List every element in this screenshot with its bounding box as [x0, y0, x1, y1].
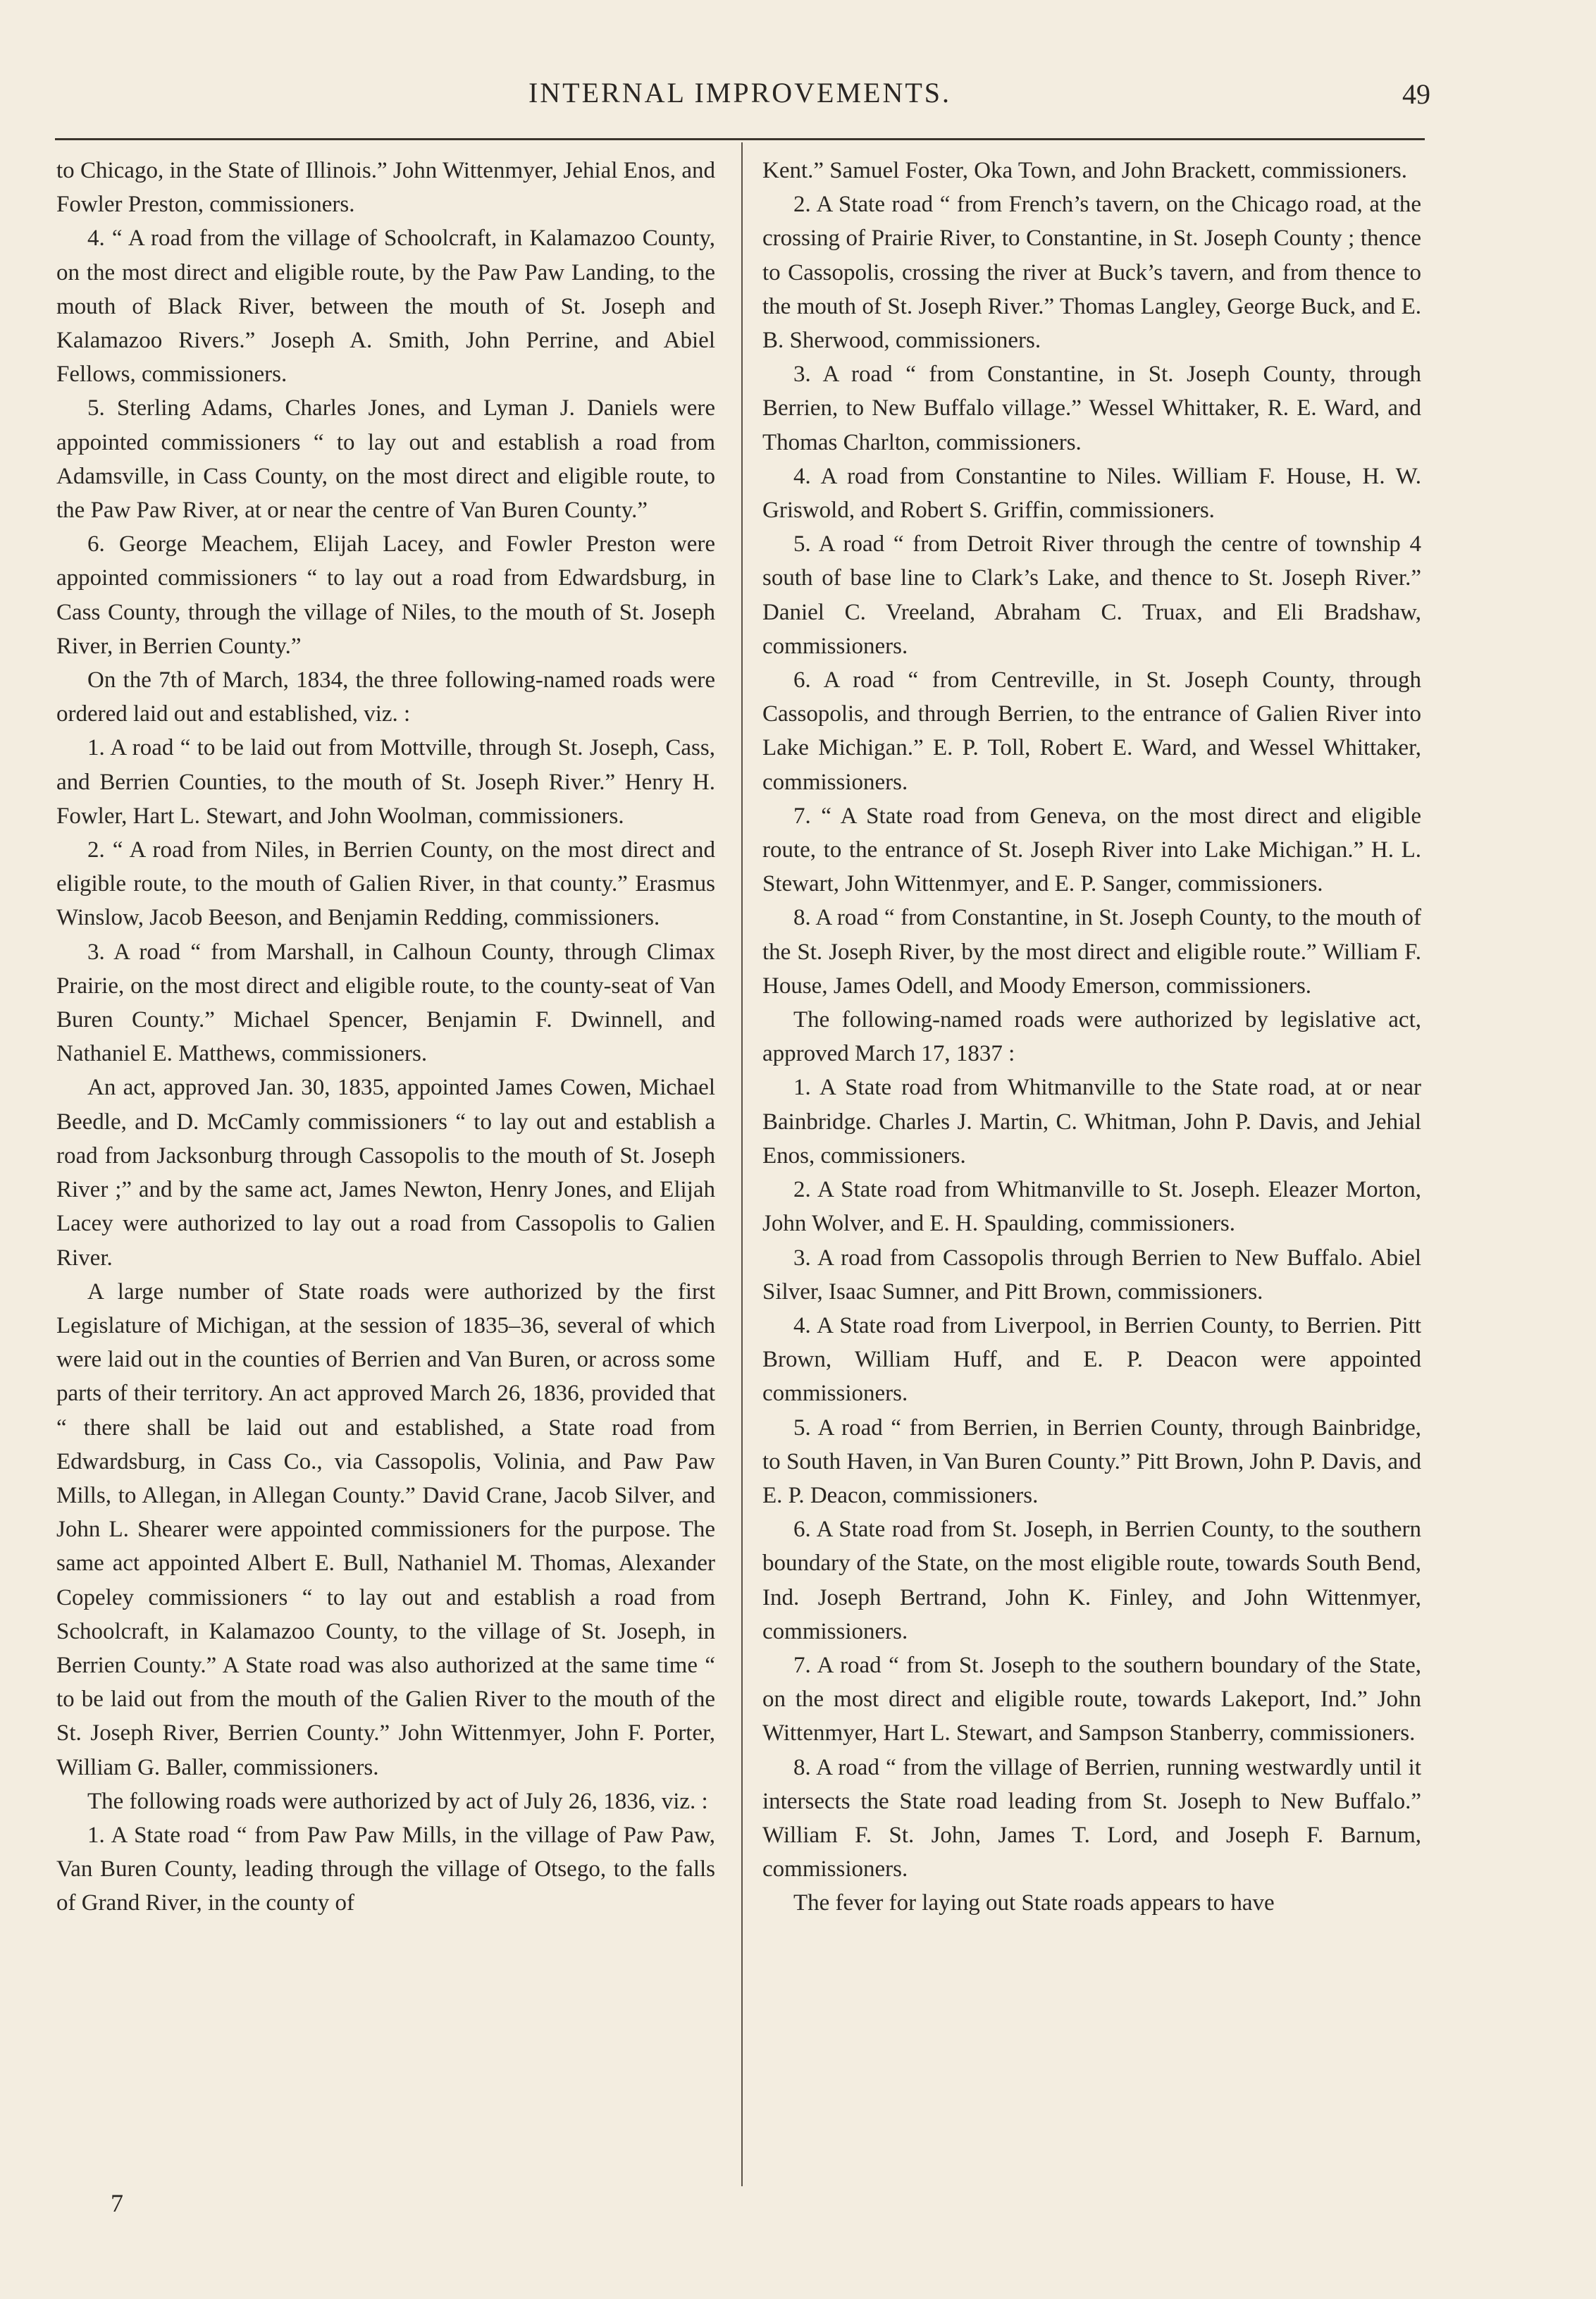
signature-mark: 7 [111, 2189, 123, 2217]
paragraph: 2. A State road “ from French’s tavern, on the Chicago road, at the crossing of Prairie River, to Constantine, in St. Joseph County ; thence to Cassopolis, crossing the river at Buck’s tavern, and from thence to the mouth of St. Joseph River.” Thomas Langley, George Buck, and E. B. Sherwood, commissioners. [762, 192, 1421, 354]
header-rule [55, 138, 1425, 140]
paragraph: 1. A State road from Whitmanville to the State road, at or near Bainbridge. Charles J. Martin, C. Whitman, John P. Davis, and Jehial Enos, commissioners. [762, 1075, 1421, 1169]
paragraph: 6. George Meachem, Elijah Lacey, and Fowler Preston were appointed commissioners “ to lay out a road from Edwardsburg, in Cass County, through the village of Niles, to the mouth of St. Joseph River, in Berrien County.” [56, 531, 715, 659]
paragraph: A large number of State roads were authorized by the first Legislature of Michigan, at the session of 1835–36, several of which were laid out in the counties of Berrien and Van Buren, or across some parts of their territory. An act approved March 26, 1836, provided that “ there shall be laid out and established, a State road from Edwardsburg, in Cass Co., via Cassopolis, Volinia, and Paw Paw Mills, to Allegan, in Allegan County.” David Crane, Jacob Silver, and John L. Shearer were appointed commissioners for the purpose. The same act appointed Albert E. Bull, Nathaniel M. Thomas, Alexander Copeley commissioners “ to lay out and establish a road from Schoolcraft, in Kalamazoo County, to the village of St. Joseph, in Berrien County.” A State road was also authorized at the same time “ to be laid out from the mouth of the Galien River to the mouth of the St. Joseph River, Berrien County.” John Wittenmyer, John F. Porter, William G. Baller, commissioners. [56, 1278, 715, 1780]
paragraph: 4. A State road from Liverpool, in Berrien County, to Berrien. Pitt Brown, William Huff, and E. P. Deacon were appointed commissioners. [762, 1312, 1421, 1407]
paragraph: 2. A State road from Whitmanville to St. Joseph. Eleazer Morton, John Wolver, and E. H. Spaulding, commissioners. [762, 1177, 1421, 1237]
page-number: 49 [1402, 78, 1430, 110]
paragraph: 2. “ A road from Niles, in Berrien County, on the most direct and eligible route, to the mouth of Galien River, in that county.” Erasmus Winslow, Jacob Beeson, and Benjamin Redding, commissioners. [56, 837, 715, 931]
paragraph: 3. A road “ from Constantine, in St. Joseph County, through Berrien, to New Buffalo village.” Wessel Whittaker, R. E. Ward, and Thomas Charlton, commissioners. [762, 362, 1421, 455]
paragraph: The fever for laying out State roads appears to have [793, 1890, 1275, 1916]
paragraph: 1. A State road “ from Paw Paw Mills, in the village of Paw Paw, Van Buren County, leading through the village of Otsego, to the falls of Grand River, in the county of [56, 1822, 715, 1916]
paragraph: 5. Sterling Adams, Charles Jones, and Lyman J. Daniels were appointed commissioners “ to lay out and establish a road from Adamsville, in Cass County, on the most direct and eligible route, to the Paw Paw River, at or near the centre of Van Buren County.” [56, 395, 715, 524]
column-divider [741, 142, 743, 2186]
paragraph: 5. A road “ from Detroit River through the centre of township 4 south of base line to Clark’s Lake, and thence to St. Joseph River.” Daniel C. Vreeland, Abraham C. Truax, and Eli Bradshaw, commissioners. [762, 531, 1421, 659]
left-column [56, 154, 715, 1921]
paragraph: 6. A road “ from Centreville, in St. Joseph County, through Cassopolis, and through Berrien, to the entrance of Galien River into Lake Michigan.” E. P. Toll, Robert E. Ward, and Wessel Whittaker, commissioners. [762, 667, 1421, 795]
paragraph: The following-named roads were authorized by legislative act, approved March 17, 1837 : [762, 1007, 1421, 1067]
running-title: INTERNAL IMPROVEMENTS. [528, 77, 952, 109]
right-column [762, 154, 1421, 1921]
paragraph: 6. A State road from St. Joseph, in Berrien County, to the southern boundary of the State, on the most eligible route, towards South Bend, Ind. Joseph Bertrand, John K. Finley, and John Wittenmyer, commissioners. [762, 1517, 1421, 1644]
paragraph: 7. A road “ from St. Joseph to the southern boundary of the State, on the most direct and eligible route, towards Lakeport, Ind.” John Wittenmyer, Hart L. Stewart, and Sampson Stanberry, commissioners. [762, 1652, 1421, 1746]
paragraph: 7. “ A State road from Geneva, on the most direct and eligible route, to the entrance of St. Joseph River into Lake Michigan.” H. L. Stewart, John Wittenmyer, and E. P. Sanger, commissioners. [762, 803, 1421, 897]
paragraph: to Chicago, in the State of Illinois.” John Wittenmyer, Jehial Enos, and Fowler Preston, commissioners. [56, 158, 715, 218]
paragraph: 3. A road from Cassopolis through Berrien to New Buffalo. Abiel Silver, Isaac Sumner, and Pitt Brown, commissioners. [762, 1245, 1421, 1305]
paragraph: 4. A road from Constantine to Niles. William F. House, H. W. Griswold, and Robert S. Griffin, commissioners. [762, 463, 1421, 524]
paragraph: 8. A road “ from Constantine, in St. Joseph County, to the mouth of the St. Joseph River, by the most direct and eligible route.” William F. House, James Odell, and Moody Emerson, commissioners. [762, 905, 1421, 999]
paragraph: 5. A road “ from Berrien, in Berrien County, through Bainbridge, to South Haven, in Van Buren County.” Pitt Brown, John P. Davis, and E. P. Deacon, commissioners. [762, 1414, 1421, 1508]
paragraph: 8. A road “ from the village of Berrien, running westwardly until it intersects the State road leading from St. Joseph to New Buffalo.” William F. St. John, James T. Lord, and Joseph F. Barnum, commissioners. [762, 1754, 1421, 1882]
paragraph: The following roads were authorized by act of July 26, 1836, viz. : [87, 1788, 708, 1814]
paragraph: An act, approved Jan. 30, 1835, appointed James Cowen, Michael Beedle, and D. McCamly commissioners “ to lay out and establish a road from Jacksonburg through Cassopolis to the mouth of St. Joseph River ;” and by the same act, James Newton, Henry Jones, and Elijah Lacey were authorized to lay out a road from Cassopolis to Galien River. [56, 1075, 715, 1271]
paragraph: Kent.” Samuel Foster, Oka Town, and John Brackett, commissioners. [762, 158, 1408, 183]
paragraph: 3. A road “ from Marshall, in Calhoun County, through Climax Prairie, on the most direct and eligible route, to the county-seat of Van Buren County.” Michael Spencer, Benjamin F. Dwinnell, and Nathaniel E. Matthews, commissioners. [56, 939, 715, 1067]
paragraph: On the 7th of March, 1834, the three following-named roads were ordered laid out and established, viz. : [56, 667, 715, 727]
page-header [56, 76, 1430, 121]
paragraph: 4. “ A road from the village of Schoolcraft, in Kalamazoo County, on the most direct and eligible route, by the Paw Paw Landing, to the mouth of Black River, between the mouth of St. Joseph and Kalamazoo Rivers.” Joseph A. Smith, John Perrine, and Abiel Fellows, commissioners. [56, 226, 715, 388]
paragraph: 1. A road “ to be laid out from Mottville, through St. Joseph, Cass, and Berrien Counties, to the mouth of St. Joseph River.” Henry H. Fowler, Hart L. Stewart, and John Woolman, commissioners. [56, 735, 715, 829]
